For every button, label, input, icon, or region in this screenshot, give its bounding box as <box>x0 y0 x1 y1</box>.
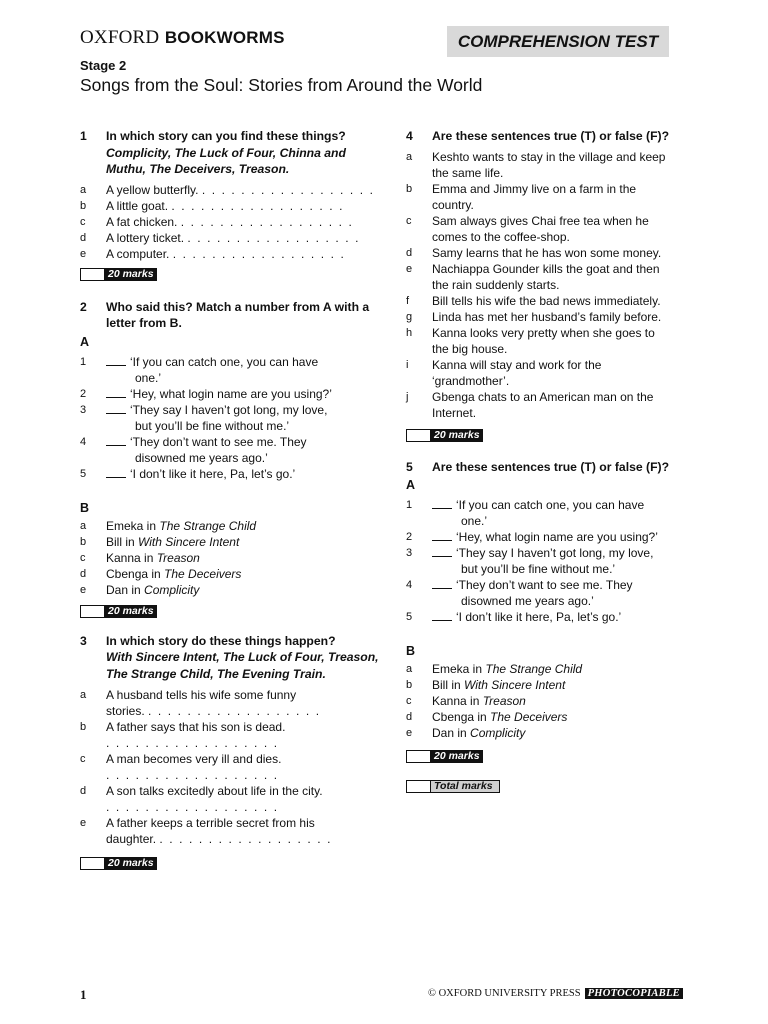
item-text-cont: ‘grandmother’. <box>432 373 510 388</box>
people-list <box>80 518 380 598</box>
list-item <box>80 230 380 246</box>
list-item <box>80 751 380 783</box>
answer-list <box>80 182 380 262</box>
total-marks-input[interactable] <box>407 781 431 792</box>
list-item <box>406 693 696 709</box>
list-item <box>80 582 380 598</box>
question-number: 5 <box>406 459 413 474</box>
question-text: Are these sentences true (T) or false (F)? <box>432 129 670 143</box>
question-subtitle: With Sincere Intent, The Luck of Four, Treason, The Strange Child, The Evening Train. <box>106 650 379 681</box>
item-letter: b <box>80 535 87 548</box>
section-a-label: A <box>406 478 416 492</box>
list-item <box>80 719 380 751</box>
quote-text-cont: disowned me years ago.’ <box>135 450 268 465</box>
list-item <box>406 725 696 741</box>
section-b-label: B <box>406 644 416 658</box>
list-item <box>406 545 696 577</box>
quote-list <box>80 354 380 482</box>
list-item <box>406 245 696 261</box>
marks-label: 20 marks <box>105 269 156 280</box>
quote-list <box>406 497 696 625</box>
list-item <box>80 783 380 815</box>
list-item <box>80 566 380 582</box>
list-item <box>80 246 380 262</box>
item-text: A father keeps a terrible secret from his <box>106 816 315 830</box>
marks-box <box>406 750 483 763</box>
page-number: 1 <box>80 987 87 1002</box>
item-text: A father says that his son is dead. <box>106 720 286 734</box>
item-letter: c <box>80 215 86 228</box>
item-text: A yellow butterfly. <box>106 182 199 197</box>
quote-text-cont: but you’ll be fine without me.’ <box>135 418 290 433</box>
quote-text: ‘Hey, what login name are you using?’ <box>130 386 332 401</box>
item-text: A lottery ticket. <box>106 230 185 245</box>
true-false-list <box>406 149 696 421</box>
quote-text: ‘They say I haven’t got long, my love, <box>456 546 654 560</box>
list-item <box>80 534 380 550</box>
story-title: The Strange Child <box>159 518 257 533</box>
item-text: A fat chicken. <box>106 214 178 229</box>
copyright-text: © OXFORD UNIVERSITY PRESS <box>428 988 581 999</box>
item-text-cont: the big house. <box>432 341 508 356</box>
item-letter: a <box>80 183 87 196</box>
question-number: 2 <box>80 299 87 314</box>
answer-blank[interactable] <box>432 497 452 509</box>
item-letter: b <box>406 182 413 195</box>
list-item <box>406 309 696 325</box>
marks-input[interactable] <box>81 858 105 869</box>
answer-blank[interactable] <box>432 609 452 621</box>
answer-blank[interactable] <box>432 577 452 589</box>
item-letter: j <box>406 390 409 403</box>
question-text: In which story do these things happen? <box>106 633 336 648</box>
quote-text-cont: but you’ll be fine without me.’ <box>461 562 616 576</box>
item-number: 2 <box>406 531 413 543</box>
comprehension-test-badge: COMPREHENSION TEST <box>447 26 669 57</box>
marks-input[interactable] <box>407 430 431 441</box>
question-subtitle: Complicity, The Luck of Four, Chinna and Muthu, The Deceivers, Treason. <box>106 145 346 176</box>
item-letter: e <box>80 817 87 829</box>
answer-dots[interactable]: . . . . . . . . . . . . . . . . . . <box>171 198 345 213</box>
list-item <box>80 402 380 434</box>
quote-text: ‘They don’t want to see me. They <box>130 434 307 449</box>
item-letter: d <box>80 785 87 797</box>
item-text: A son talks excitedly about life in the city. <box>106 784 323 798</box>
item-text: Bill tells his wife the bad news immediately. <box>432 293 661 308</box>
item-letter: c <box>80 551 86 564</box>
question-text: In which story can you find these things? <box>106 129 346 143</box>
marks-box <box>80 268 157 281</box>
person-name: Kanna in <box>106 550 157 565</box>
item-letter: a <box>406 150 413 163</box>
list-item <box>406 497 696 529</box>
item-number: 1 <box>406 499 413 511</box>
item-letter: g <box>406 310 413 323</box>
story-title: With Sincere Intent <box>464 678 566 692</box>
item-letter: b <box>80 721 87 733</box>
event-list <box>80 687 380 847</box>
item-text: A husband tells his wife some funny <box>106 688 297 702</box>
item-text: Nachiappa Gounder kills the goat and then <box>432 261 660 276</box>
item-text: Linda has met her husband’s family before. <box>432 309 662 324</box>
list-item <box>406 357 696 389</box>
list-item <box>80 386 380 402</box>
brand-bookworms: BOOKWORMS <box>164 28 285 47</box>
item-text: Kanna will stay and work for the <box>432 357 602 372</box>
left-column <box>80 128 380 870</box>
item-letter: c <box>406 695 412 707</box>
list-item <box>406 709 696 725</box>
story-title: The Deceivers <box>490 710 568 724</box>
answer-dots[interactable]: . . . . . . . . . . . . . . . . . . <box>172 246 346 261</box>
person-name: Cbenga in <box>432 710 491 724</box>
list-item <box>406 609 696 625</box>
section-a-label: A <box>80 334 90 349</box>
people-list <box>406 661 696 741</box>
quote-text: ‘They don’t want to see me. They <box>456 578 633 592</box>
answer-blank[interactable] <box>106 354 126 366</box>
item-letter: b <box>406 679 413 691</box>
person-name: Cbenga in <box>106 566 165 581</box>
list-item <box>406 261 696 293</box>
story-title: The Strange Child <box>485 662 583 676</box>
quote-text-cont: disowned me years ago.’ <box>461 594 594 608</box>
item-text-cont: Internet. <box>432 405 477 420</box>
answer-dots[interactable]: . . . . . . . . . . . . . . . . . . <box>106 768 279 782</box>
answer-blank[interactable] <box>106 402 126 414</box>
story-title: Complicity <box>470 726 526 740</box>
list-item <box>80 687 380 719</box>
quote-text: ‘They say I haven’t got long, my love, <box>130 402 328 417</box>
quote-text-cont: one.’ <box>461 514 488 528</box>
quote-text: ‘If you can catch one, you can have <box>130 354 319 369</box>
item-letter: d <box>406 246 413 259</box>
question-number: 4 <box>406 129 413 143</box>
person-name: Bill in <box>106 534 139 549</box>
question-text: Who said this? Match a number from A with a letter from B. <box>106 299 370 330</box>
item-letter: d <box>80 567 87 580</box>
item-letter: c <box>80 753 86 765</box>
answer-dots[interactable]: . . . . . . . . . . . . . . . . . . <box>159 832 333 846</box>
item-letter: e <box>406 262 413 275</box>
story-title: Complicity <box>144 582 200 597</box>
quote-text-cont: one.’ <box>135 370 162 385</box>
person-name: Bill in <box>432 678 465 692</box>
page-title: Songs from the Soul: Stories from Around the World <box>80 75 483 95</box>
story-title: Treason <box>482 694 526 708</box>
total-marks-box <box>406 780 500 793</box>
item-number: 2 <box>80 387 87 400</box>
list-item <box>80 214 380 230</box>
item-text: A computer. <box>106 246 170 261</box>
item-text: Kanna looks very pretty when she goes to <box>432 325 655 340</box>
list-item <box>406 325 696 357</box>
item-text-cont: country. <box>432 197 474 212</box>
quote-text: ‘I don’t like it here, Pa, let’s go.’ <box>456 610 622 624</box>
person-name: Dan in <box>106 582 145 597</box>
person-name: Dan in <box>432 726 471 740</box>
item-number: 5 <box>80 467 87 480</box>
story-title: With Sincere Intent <box>138 534 240 549</box>
brand-logo <box>80 27 285 49</box>
list-item <box>406 577 696 609</box>
item-letter: h <box>406 326 413 339</box>
marks-box <box>80 857 157 870</box>
person-name: Emeka in <box>432 662 486 676</box>
list-item <box>80 198 380 214</box>
marks-input[interactable] <box>81 606 105 617</box>
list-item <box>80 518 380 534</box>
list-item <box>406 529 696 545</box>
item-number: 4 <box>406 579 413 591</box>
answer-blank[interactable] <box>106 434 126 446</box>
quote-text: ‘If you can catch one, you can have <box>456 498 645 512</box>
item-letter: a <box>406 663 413 675</box>
item-number: 1 <box>80 355 87 368</box>
stage-label: Stage 2 <box>80 58 127 73</box>
list-item <box>406 213 696 245</box>
list-item <box>406 677 696 693</box>
photocopiable-badge: PHOTOCOPIABLE <box>585 988 683 999</box>
list-item <box>406 149 696 181</box>
item-text: Gbenga chats to an American man on the <box>432 389 654 404</box>
quote-text: ‘I don’t like it here, Pa, let’s go.’ <box>130 466 296 481</box>
answer-blank[interactable] <box>432 545 452 557</box>
question-4 <box>406 128 696 442</box>
question-2 <box>80 299 380 618</box>
marks-label: 20 marks <box>105 606 156 617</box>
marks-label: 20 marks <box>105 858 156 869</box>
question-3 <box>80 633 380 871</box>
item-text: A little goat. <box>106 198 169 213</box>
story-title: Treason <box>156 550 200 565</box>
marks-box <box>406 429 483 442</box>
item-number: 3 <box>80 403 87 416</box>
item-letter: a <box>80 519 87 532</box>
marks-label: 20 marks <box>431 751 482 762</box>
item-letter: b <box>80 199 87 212</box>
person-name: Emeka in <box>106 518 160 533</box>
item-number: 3 <box>406 547 413 559</box>
list-item <box>80 550 380 566</box>
item-text-cont: the same life. <box>432 165 504 180</box>
item-letter: e <box>406 727 413 739</box>
brand-oxford: OXFORD <box>80 27 160 48</box>
item-text: Emma and Jimmy live on a farm in the <box>432 181 637 196</box>
item-text: Samy learns that he has won some money. <box>432 245 662 260</box>
item-text: A man becomes very ill and dies. <box>106 752 282 766</box>
item-letter: i <box>406 358 409 371</box>
question-number: 1 <box>80 129 87 143</box>
answer-dots[interactable]: . . . . . . . . . . . . . . . . . . <box>106 736 279 750</box>
question-text: Are these sentences true (T) or false (F)? <box>432 459 670 474</box>
list-item <box>406 293 696 309</box>
answer-dots[interactable]: . . . . . . . . . . . . . . . . . . <box>201 182 375 197</box>
question-1 <box>80 128 380 281</box>
item-letter: e <box>80 247 87 260</box>
list-item <box>80 354 380 386</box>
footer-copyright <box>428 988 683 999</box>
answer-dots[interactable]: . . . . . . . . . . . . . . . . . . <box>106 800 279 814</box>
item-number: 4 <box>80 435 87 448</box>
question-5 <box>406 459 696 794</box>
right-column <box>406 128 696 793</box>
item-text-cont: the rain suddenly starts. <box>432 277 560 292</box>
person-name: Kanna in <box>432 694 483 708</box>
marks-label: 20 marks <box>431 430 482 441</box>
item-text: Keshto wants to stay in the village and keep <box>432 149 666 164</box>
list-item <box>406 389 696 421</box>
item-text-cont: comes to the coffee-shop. <box>432 229 570 244</box>
section-b-label: B <box>80 500 90 515</box>
answer-blank[interactable] <box>106 386 126 398</box>
list-item <box>406 181 696 213</box>
answer-blank[interactable] <box>106 466 126 478</box>
marks-box <box>80 605 157 618</box>
answer-dots[interactable]: . . . . . . . . . . . . . . . . . . <box>180 214 354 229</box>
answer-dots[interactable]: . . . . . . . . . . . . . . . . . . <box>148 704 321 718</box>
list-item <box>80 182 380 198</box>
list-item <box>80 815 380 847</box>
item-letter: e <box>80 583 87 596</box>
item-letter: a <box>80 689 87 701</box>
item-number: 5 <box>406 611 413 623</box>
list-item <box>80 434 380 466</box>
item-text: Sam always gives Chai free tea when he <box>432 213 649 228</box>
marks-input[interactable] <box>81 269 105 280</box>
item-text-cont: daughter. <box>106 832 157 846</box>
list-item <box>406 661 696 677</box>
item-text-cont: stories. <box>106 704 145 718</box>
quote-text: ‘Hey, what login name are you using?’ <box>456 530 658 544</box>
answer-dots[interactable]: . . . . . . . . . . . . . . . . . . <box>187 230 361 245</box>
item-letter: c <box>406 214 412 227</box>
total-marks-label: Total marks <box>431 781 499 792</box>
answer-blank[interactable] <box>432 529 452 541</box>
marks-input[interactable] <box>407 751 431 762</box>
story-title: The Deceivers <box>164 566 242 581</box>
question-number: 3 <box>80 633 87 648</box>
item-letter: f <box>406 294 410 307</box>
item-letter: d <box>406 711 413 723</box>
item-letter: d <box>80 231 87 244</box>
list-item <box>80 466 380 482</box>
